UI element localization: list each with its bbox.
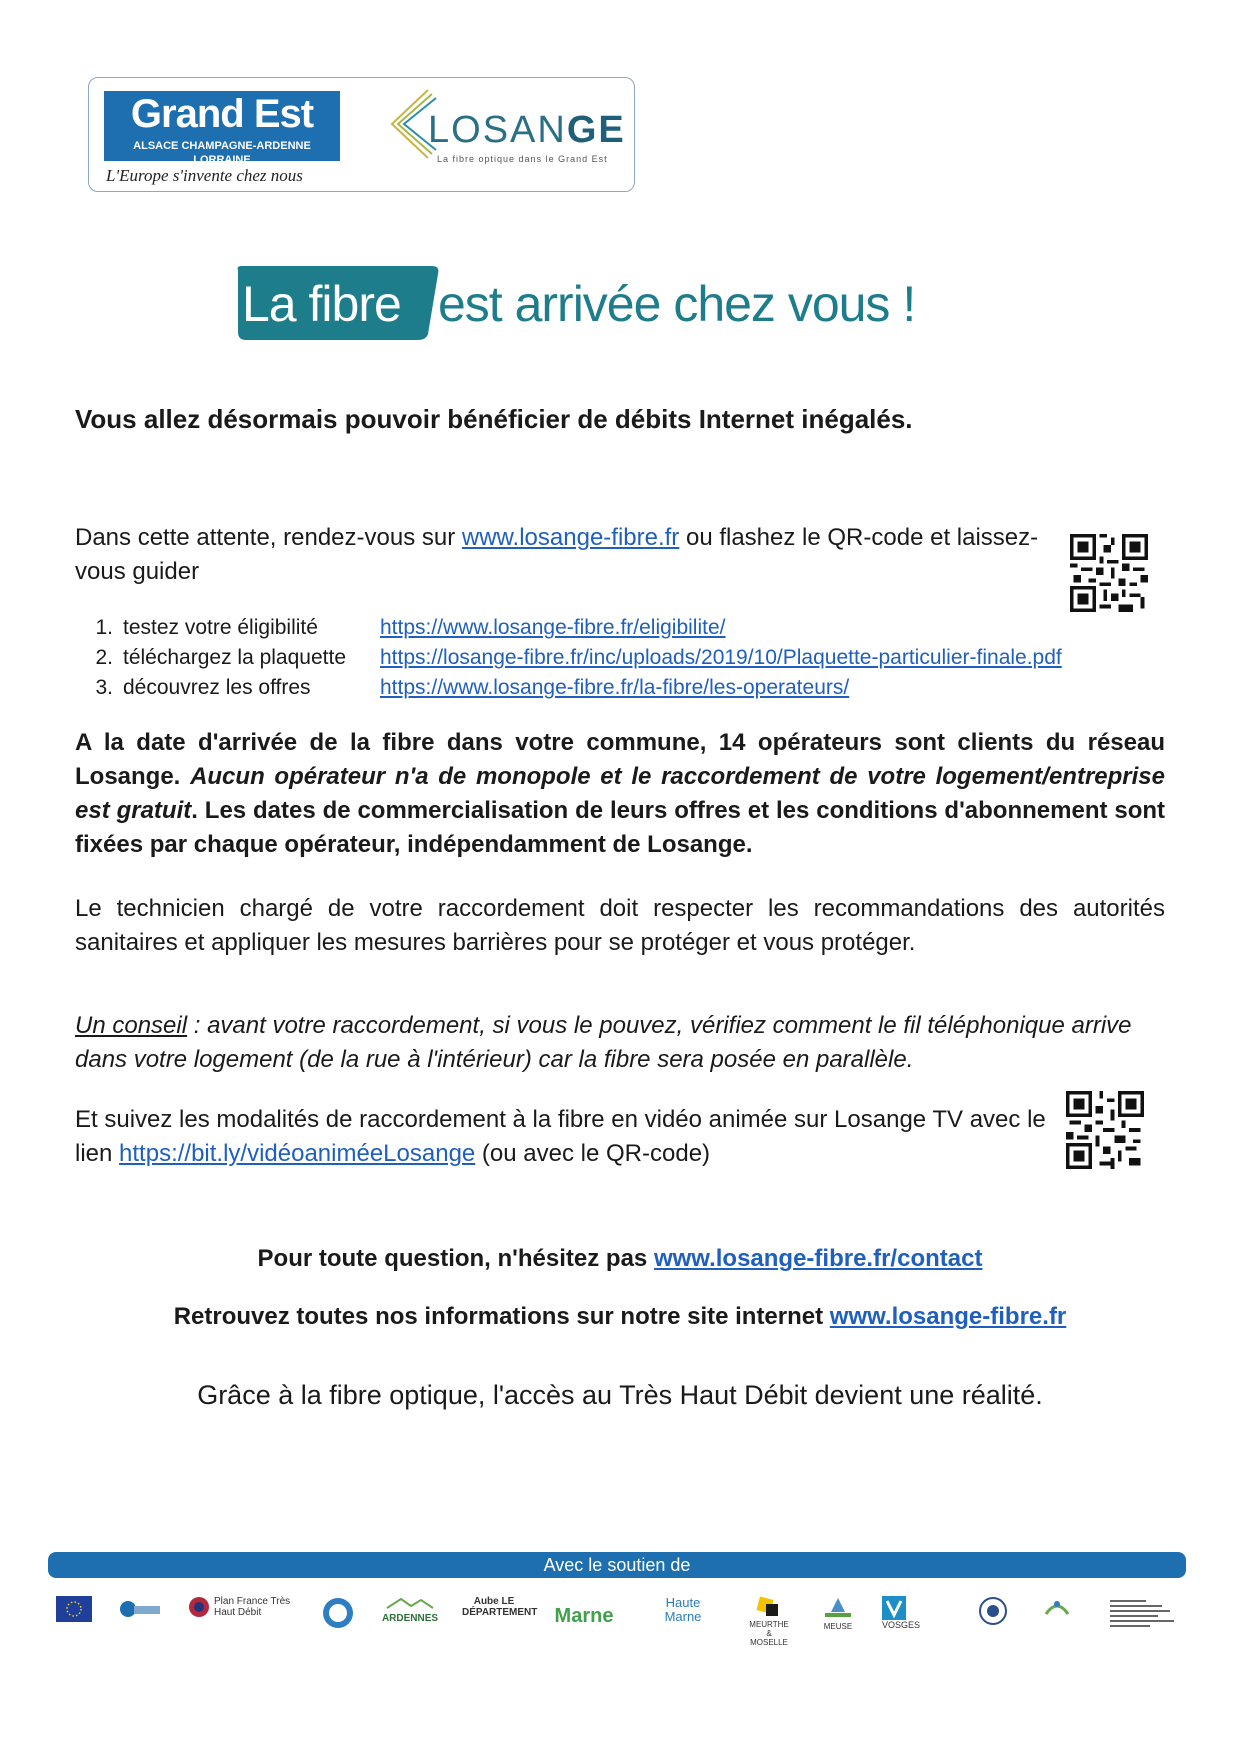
meuse-icon (823, 1596, 853, 1618)
step-label: testez votre éligibilité (123, 616, 318, 639)
headline-part-1: La fibre (242, 276, 401, 332)
arrivee-part-1: A la date d'arrivée de la fibre dans votre commune, 14 opérateurs sont clients du réseau Losange. (75, 729, 1165, 790)
step-link-offres[interactable]: https://www.losange-fibre.fr/la-fibre/les-operateurs/ (380, 676, 850, 699)
haute-marne-text: Haute Marne (664, 1595, 702, 1624)
video-link[interactable]: https://bit.ly/vidéoaniméeLosange (119, 1140, 476, 1167)
losange-tagline: La fibre optique dans le Grand Est (437, 154, 608, 164)
metz-icon (978, 1596, 1008, 1626)
grand-est-tagline: L'Europe s'invente chez nous (106, 166, 303, 185)
eu-logo (52, 1596, 96, 1638)
arrivee-paragraph (75, 726, 1165, 862)
attente-text-2: ou flashez le QR-code et laissez-vous guider (75, 524, 1039, 585)
plan-france-icon (188, 1596, 210, 1618)
losange-name-end: GE (566, 109, 626, 151)
conseil-paragraph (75, 1009, 1165, 1077)
suivez-paragraph (75, 1103, 1055, 1171)
haute-marne-logo (650, 1596, 716, 1638)
site-link[interactable]: www.losange-fibre.fr (829, 1303, 1067, 1330)
suivez-text-2: (ou avec le QR-code) (475, 1140, 711, 1167)
step-link-eligibilite[interactable]: https://www.losange-fibre.fr/eligibilite/ (380, 616, 726, 639)
meurthe-moselle-logo (748, 1596, 790, 1647)
arrivee-italic: Aucun opérateur n'a de monopole et le raccordement de votre logement/entreprise est gratuit (75, 763, 1165, 824)
region-logo (114, 1596, 164, 1638)
plan-france-logo (188, 1596, 298, 1638)
communes-logo (1106, 1596, 1180, 1638)
emblem-icon (1042, 1596, 1072, 1620)
qr-code-video-icon (1066, 1091, 1144, 1169)
meurthe-moselle-icon (756, 1596, 782, 1618)
step-offres (75, 673, 850, 703)
grand-est-subtitle: ALSACE CHAMPAGNE-ARDENNE LORRAINE (133, 140, 311, 166)
arrivee-part-2: . Les dates de commercialisation de leurs offres et les conditions d'abonnement sont fixées par chaque opérateur, indépendamment de Losange. (75, 797, 1166, 858)
attente-text-1: Dans cette attente, rendez-vous sur (75, 524, 462, 551)
emblem-logo (1040, 1596, 1074, 1638)
marne-text: Marne (554, 1605, 614, 1627)
step-link-plaquette[interactable]: https://losange-fibre.fr/inc/uploads/2019/10/Plaquette-particulier-finale.pdf (380, 646, 1062, 669)
retrouvez-line (0, 1300, 1240, 1334)
region-logo-icon (116, 1596, 162, 1624)
step-number: 2. (95, 646, 113, 669)
retrouvez-text: Retrouvez toutes nos informations sur notre site internet (173, 1303, 830, 1330)
meuse-logo (818, 1596, 858, 1638)
conseil-label: Un conseil (75, 1012, 188, 1039)
step-number: 3. (95, 676, 113, 699)
aube-logo (462, 1596, 538, 1638)
question-line (0, 1242, 1240, 1276)
plan-france-text: Plan France Très Haut Débit (214, 1596, 291, 1618)
losange-site-link[interactable]: www.losange-fibre.fr (461, 524, 680, 551)
suivez-text-1: Et suivez les modalités de raccordement à la fibre en vidéo animée sur Losange TV avec le lien (75, 1106, 1046, 1167)
step-plaquette (75, 643, 1062, 673)
metz-logo (976, 1596, 1010, 1638)
communes-text-block-icon (1108, 1596, 1178, 1630)
losange-name (428, 110, 626, 150)
aube-text: Aube LE DÉPARTEMENT (462, 1596, 538, 1618)
lead-text: Vous allez désormais pouvoir bénéficier de débits Internet inégalés. (75, 404, 913, 434)
closing-statement: Grâce à la fibre optique, l'accès au Très Haut Débit devient une réalité. (197, 1380, 1043, 1410)
headline-part-2: est arrivée chez vous ! (438, 276, 916, 332)
step-label: découvrez les offres (123, 676, 311, 699)
vosges-icon (882, 1596, 906, 1620)
attente-paragraph (75, 521, 1040, 589)
ardennes-logo (376, 1596, 444, 1638)
grand-est-title: Grand Est (130, 92, 314, 136)
vosges-text: VOSGES (882, 1620, 921, 1630)
seal-logo (318, 1596, 358, 1638)
technicien-paragraph: Le technicien chargé de votre raccordement doit respecter les recommandations des autorités sanitaires et appliquer les mesures barrières pour se protéger et vous protéger. (75, 895, 1165, 956)
meuse-text: MEUSE (823, 1622, 853, 1631)
contact-link[interactable]: www.losange-fibre.fr/contact (653, 1245, 983, 1272)
meurthe-moselle-text: MEURTHE & MOSELLE (749, 1620, 789, 1647)
step-number: 1. (95, 616, 113, 639)
vosges-logo (882, 1596, 940, 1638)
conseil-text: : avant votre raccordement, si vous le pouvez, vérifiez comment le fil téléphonique arrive dans votre logement (de la rue à l'intérieur) car la fibre sera posée en parallèle. (75, 1012, 1132, 1073)
ardennes-text: ARDENNES (381, 1613, 439, 1624)
step-label: téléchargez la plaquette (123, 646, 346, 669)
ardennes-icon (385, 1596, 435, 1610)
losange-name-start: LOSAN (428, 109, 567, 151)
eu-flag-icon (56, 1596, 92, 1622)
question-text: Pour toute question, n'hésitez pas (257, 1245, 654, 1272)
marne-logo (548, 1596, 620, 1638)
footer-label: Avec le soutien de (543, 1555, 691, 1575)
step-eligibilite (75, 613, 726, 643)
qr-code-site-icon (1070, 534, 1148, 612)
seal-icon (321, 1596, 355, 1630)
